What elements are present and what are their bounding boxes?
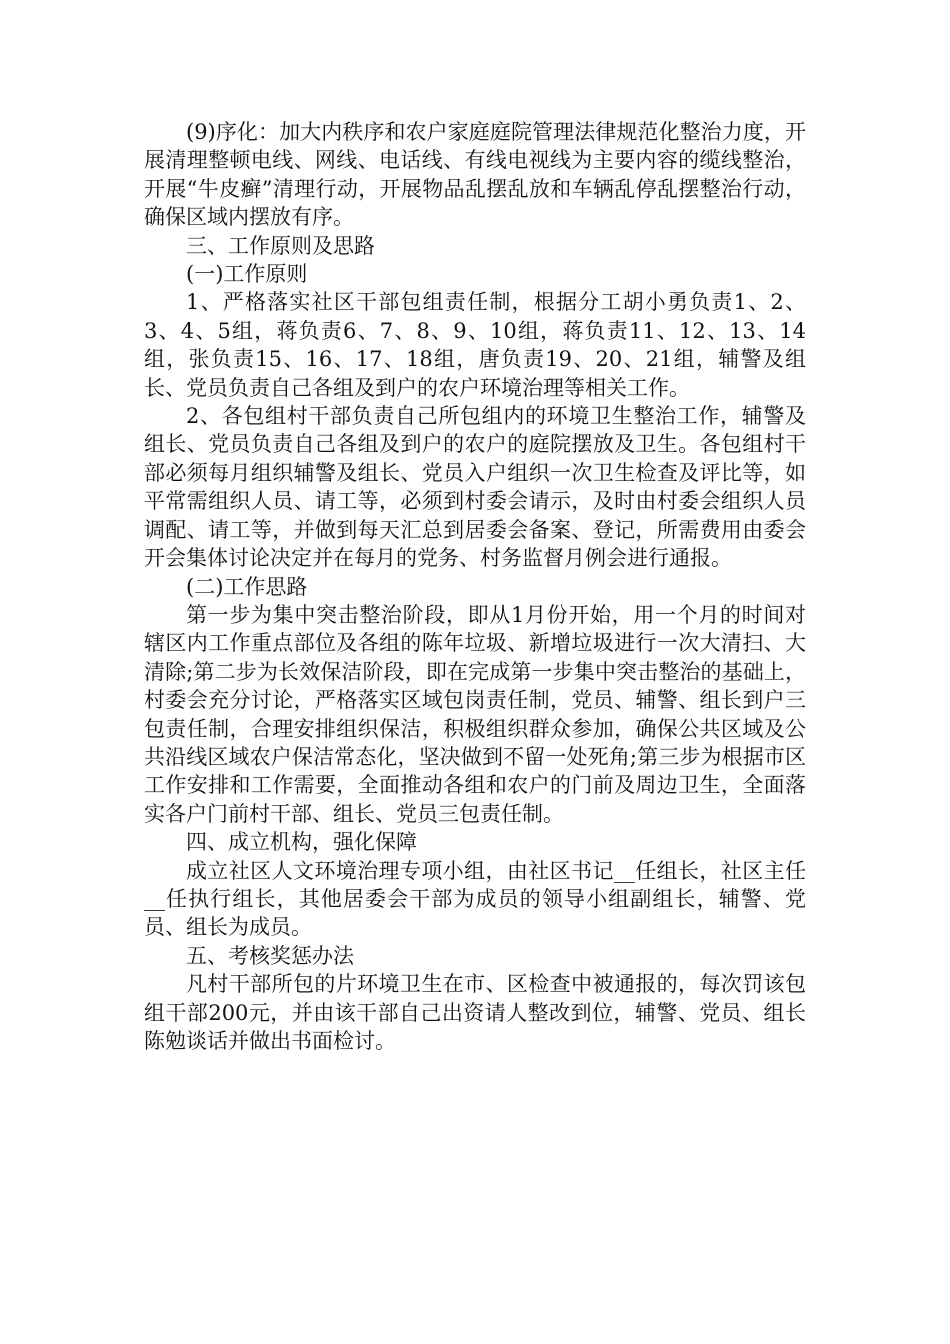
heading-section-5: 五、考核奖惩办法: [186, 943, 354, 968]
paragraph-order: (9)序化：加大内秩序和农户家庭庭院管理法律规范化整治力度，开展清理整顿电线、网线、电话线、有线电视线为主要内容的缆线整治，开展“牛皮癣”清理行动，开展物品乱摆乱放和车辆乱停乱摆整治行动，确保区域内摆放有序。: [144, 120, 806, 230]
heading-principles: (一)工作原则: [186, 262, 308, 287]
paragraph-approach: 第一步为集中突击整治阶段，即从1月份开始，用一个月的时间对辖区内工作重点部位及各组的陈年垃圾、新增垃圾进行一次大清扫、大清除;第二步为长效保洁阶段，即在完成第一步集中突击整治的基础上，村委会充分讨论，严格落实区域包岗责任制，党员、辅警、组长到户三包责任制，合理安排组织保洁，积极组织群众参加，确保公共区域及公共沿线区域农户保洁常态化，坚决做到不留一处死角;第三步为根据市区工作安排和工作需要，全面推动各组和农户的门前及周边卫生，全面落实各户门前村干部、组长、党员三包责任制。: [144, 602, 806, 826]
paragraph-organization: 成立社区人文环境治理专项小组，由社区书记__任组长，社区主任__任执行组长，其他居委会干部为成员的领导小组副组长，辅警、党员、组长为成员。: [144, 858, 806, 940]
document-body: [144, 118, 806, 1055]
heading-section-3: 三、工作原则及思路: [186, 233, 375, 258]
paragraph-principle-1: 1、严格落实社区干部包组责任制，根据分工胡小勇负责1、2、3、4、5组，蒋负责6、7、8、9、10组，蒋负责11、12、13、14组，张负责15、16、17、18组，唐负责19、20、21组，辅警及组长、党员负责自己各组及到户的农户环境治理等相关工作。: [144, 290, 806, 400]
paragraph-assessment: 凡村干部所包的片环境卫生在市、区检查中被通报的，每次罚该包组干部200元，并由该干部自己出资请人整改到位，辅警、党员、组长陈勉谈话并做出书面检讨。: [144, 972, 806, 1053]
paragraph-principle-2: 2、各包组村干部负责自己所包组内的环境卫生整治工作，辅警及组长、党员负责自己各组及到户的农户的庭院摆放及卫生。各包组村干部必须每月组织辅警及组长、党员入户组织一次卫生检查及评比等，如平常需组织人员、请工等，必须到村委会请示，及时由村委会组织人员调配、请工等，并做到每天汇总到居委会备案、登记，所需费用由委会开会集体讨论决定并在每月的党务、村务监督月例会进行通报。: [144, 404, 806, 571]
heading-section-4: 四、成立机构，强化保障: [186, 830, 417, 855]
heading-approach: (二)工作思路: [186, 574, 308, 599]
